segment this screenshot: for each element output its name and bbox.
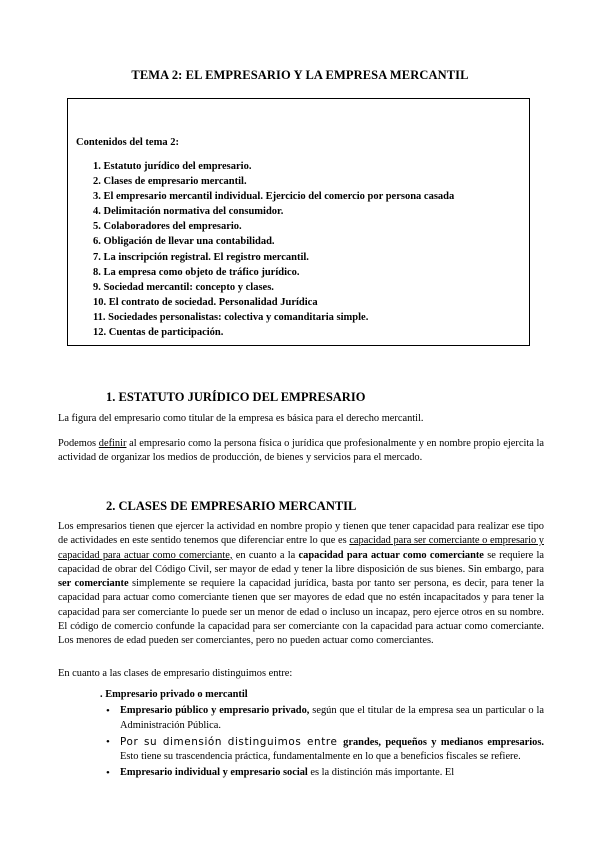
section-2-paragraph-2: En cuanto a las clases de empresario distinguimos entre: [58, 668, 293, 679]
text-run: Por su dimensión distinguimos entre [120, 735, 344, 748]
list-item [100, 704, 544, 733]
text-run: es la distinción más importante. El [307, 767, 455, 779]
underlined-term: capacidad para actuar como comerciante, [58, 549, 233, 561]
toc-item: 1. Estatuto jurídico del empresario. [93, 161, 252, 172]
toc-item: 5. Colaboradores del empresario. [93, 221, 242, 233]
toc-item: 7. La inscripción registral. El registro mercantil. [93, 251, 309, 263]
section-1-heading: 1. ESTATUTO JURÍDICO DEL EMPRESARIO [106, 390, 366, 404]
toc-item: 12. Cuentas de participación. [93, 327, 224, 339]
text-run: Podemos [58, 438, 99, 449]
bold-term: ser comerciante [58, 578, 129, 590]
toc-item: 11. Sociedades personalistas: colectiva y comanditaria simple. [93, 311, 369, 323]
toc-item: 10. El contrato de sociedad. Personalidad Jurídica [93, 296, 318, 308]
toc-item: 6. Obligación de llevar una contabilidad. [93, 236, 275, 248]
list-item: . Empresario privado o mercantil [100, 689, 248, 700]
bold-term: grandes, pequeños y medianos empresarios. [343, 736, 544, 748]
text-run: según que el titular de la empresa sea un particular o la Administración Pública. [120, 705, 545, 731]
list-item [100, 766, 544, 780]
underlined-term: capacidad para ser comerciante o empresario y [349, 535, 544, 547]
toc-list [93, 159, 454, 340]
toc-item: 8. La empresa como objeto de tráfico jurídico. [93, 266, 300, 278]
bold-term: capacidad para actuar como comerciante [298, 549, 484, 561]
toc-heading: Contenidos del tema 2: [76, 137, 179, 148]
bold-term: Empresario público y empresario privado, [120, 705, 310, 717]
toc-item: 3. El empresario mercantil individual. Ejercicio del comercio por persona casada [93, 191, 455, 203]
text-run: se requiere la capacidad de obrar del Código Civil, ser mayor de edad y tener la libre disposición de sus bienes. Sin embargo, para [58, 549, 545, 575]
section-1-paragraph-2 [58, 437, 544, 466]
page-title: TEMA 2: EL EMPRESARIO Y LA EMPRESA MERCANTIL [131, 68, 469, 82]
text-run: al empresario como la persona física o jurídica que profesionalmente y en nombre propio ejercita la actividad de organizar los medios de producción, de bienes y servicios para el mercado. [58, 438, 545, 464]
toc-item: 2. Clases de empresario mercantil. [93, 176, 247, 188]
table-of-contents [67, 98, 530, 346]
text-run: en cuanto a la [232, 549, 299, 561]
list-item [100, 735, 544, 765]
section-1-paragraph-1: La figura del empresario como titular de la empresa es básica para el derecho mercantil. [58, 413, 424, 424]
classes-list [100, 688, 544, 781]
text-run: Esto tiene su trascendencia práctica, fundamentalmente en lo que a beneficios fiscales se refiere. [120, 751, 521, 763]
underlined-term: definir [98, 438, 127, 449]
toc-item: 4. Delimitación normativa del consumidor. [93, 206, 284, 218]
text-run: Los empresarios tienen que ejercer la actividad en nombre propio y tienen que tener capacidad para realizar ese tipo de actividades en este sentido tenemos que diferenciar entre lo que es [58, 521, 544, 547]
toc-item: 9. Sociedad mercantil: concepto y clases. [93, 281, 274, 293]
section-2-heading: 2. CLASES DE EMPRESARIO MERCANTIL [106, 499, 357, 513]
text-run: simplemente se requiere la capacidad jurídica, basta por tanto ser persona, es decir, para tener la capacidad para actuar como comerciante tienen que ser mayores de edad que no estén incapacitados y para tener la capacidad para ser comerciante lo puede ser un menor de edad o incluso un incapaz, pero ejerce otros en su nombre. El código de comercio confunde la capacidad para ser comerciante con la capacidad para actuar como comerciante. Los menores de edad pueden ser comerciantes, pero no pueden actuar como comerciantes. [58, 578, 544, 647]
section-2-paragraph-1 [58, 520, 544, 649]
bold-term: Empresario individual y empresario social [120, 767, 308, 779]
